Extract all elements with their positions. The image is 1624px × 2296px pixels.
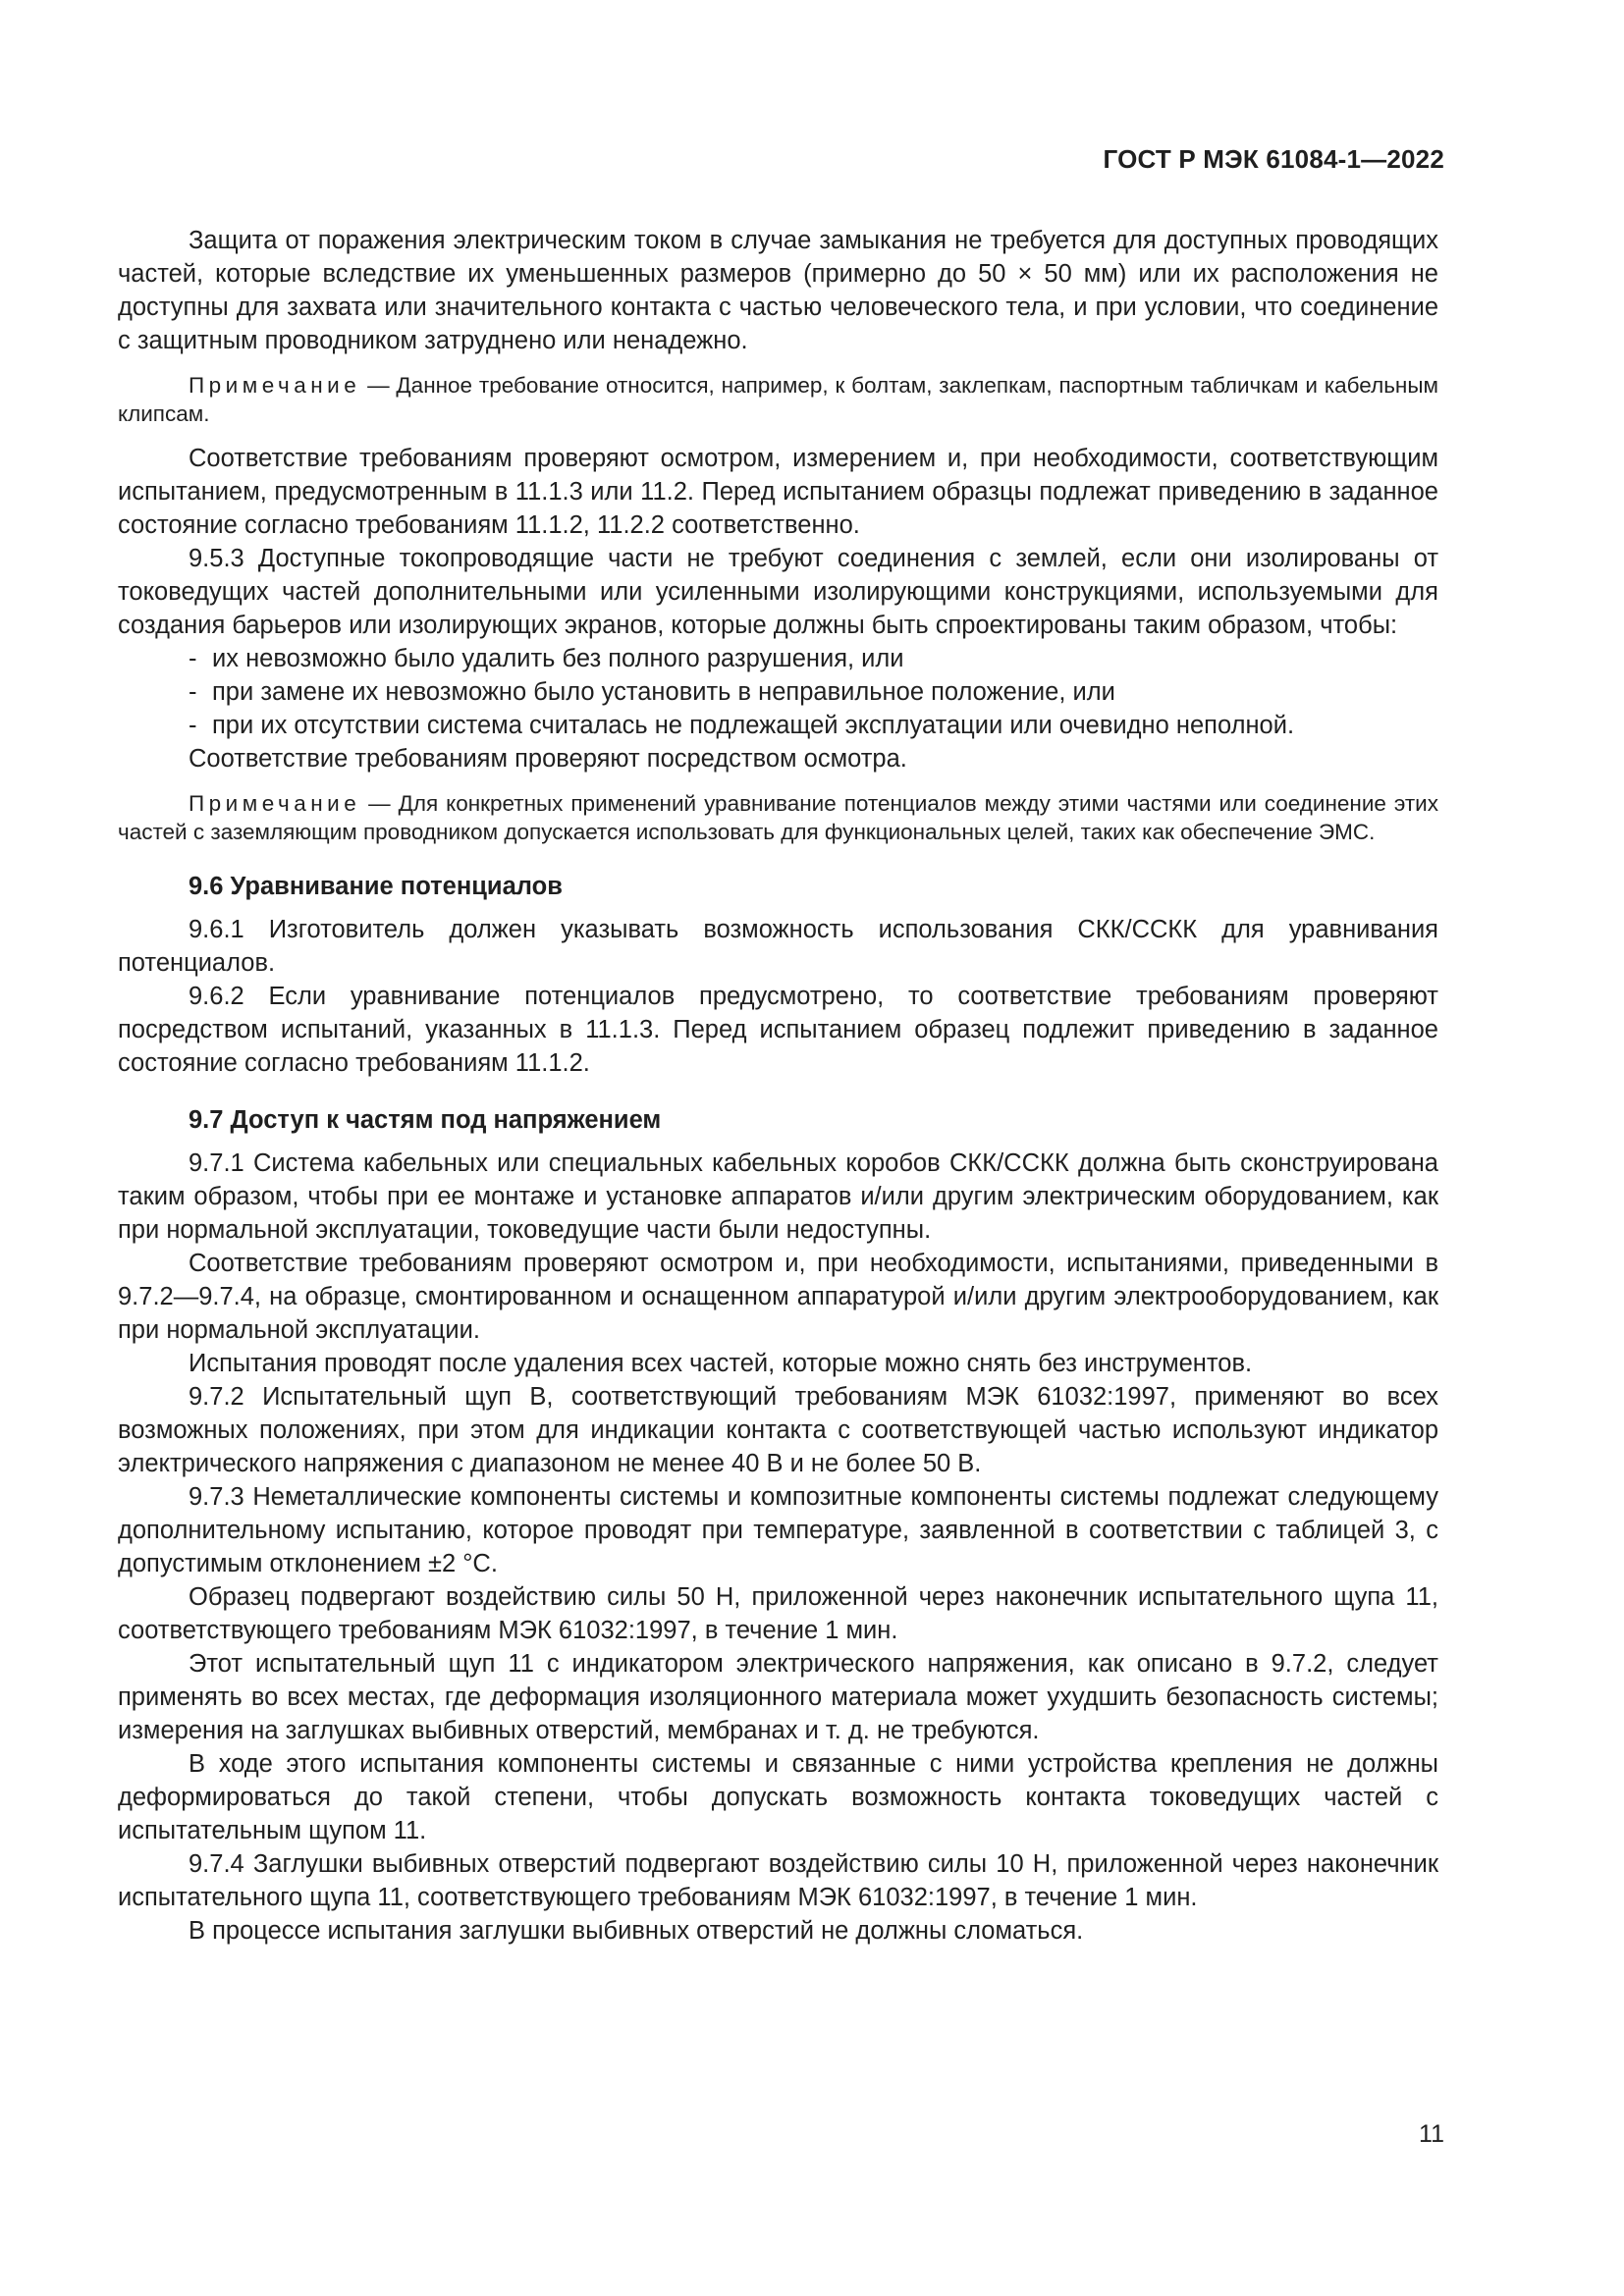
list-item <box>118 675 1438 709</box>
paragraph: Защита от поражения электрическим током в случае замыкания не требуется для доступных проводящих частей, которые вследствие их уменьшенных размеров (примерно до 50 × 50 мм) или их расположения не доступны для захвата или значительного контакта с частью человеческого тела, и при условии, что соединение с защитным проводником затруднено или ненадежно. <box>118 227 1438 354</box>
list-item-text: при замене их невозможно было установить в неправильное положение, или <box>212 678 1115 706</box>
paragraph: 9.7.3 Неметаллические компоненты системы и композитные компоненты системы подлежат следующему дополнительному испытанию, которое проводят при температуре, заявленной в соответствии с таблицей 3, с допустимым отклонением ±2 °С. <box>118 1483 1438 1577</box>
paragraph: Соответствие требованиям проверяют посредством осмотра. <box>189 745 907 773</box>
list-item <box>118 642 1438 675</box>
note-text: — Данное требование относится, например, к болтам, заклепкам, паспортным табличкам и кабельным клипсам. <box>118 373 1438 426</box>
paragraph: Этот испытательный щуп 11 с индикатором электрического напряжения, как описано в 9.7.2, следует применять во всех местах, где деформация изоляционного материала может ухудшить безопасность системы; измерения на заглушках выбивных отверстий, мембранах и т. д. не требуются. <box>118 1650 1438 1744</box>
note-label: Примечание <box>189 373 361 398</box>
paragraph: В ходе этого испытания компоненты системы и связанные с ними устройства крепления не должны деформироваться до такой степени, чтобы допускать возможность контакта токоведущих частей с испытательным щупом 11. <box>118 1750 1438 1844</box>
paragraph: 9.7.2 Испытательный щуп В, соответствующий требованиям МЭК 61032:1997, применяют во всех возможных положениях, при этом для индикации контакта с соответствующей частью используют индикатор электрического напряжения с диапазоном не менее 40 В и не более 50 В. <box>118 1383 1438 1477</box>
paragraph: 9.7.1 Система кабельных или специальных кабельных коробов СКК/ССКК должна быть сконструирована таким образом, чтобы при ее монтаже и установке аппаратов и/или другим электрическим оборудованием, как при нормальной эксплуатации, токоведущие части были недоступны. <box>118 1149 1438 1244</box>
list-dash: - <box>189 712 197 739</box>
paragraph: В процессе испытания заглушки выбивных отверстий не должны сломаться. <box>189 1917 1084 1945</box>
document-body <box>118 224 1438 1948</box>
paragraph: 9.5.3 Доступные токопроводящие части не требуют соединения с землей, если они изолированы от токоведущих частей дополнительными или усиленными изолирующими конструкциями, используемыми для создания барьеров или изолирующих экранов, которые должны быть спроектированы таким образом, чтобы: <box>118 545 1438 639</box>
bullet-list <box>118 642 1438 742</box>
paragraph: 9.6.2 Если уравнивание потенциалов предусмотрено, то соответствие требованиям проверяют посредством испытаний, указанных в 11.1.3. Перед испытанием образец подлежит приведению в заданное состояние согласно требованиям 11.1.2. <box>118 983 1438 1077</box>
list-dash: - <box>189 678 197 706</box>
section-heading-9-6: 9.6 Уравнивание потенциалов <box>189 873 563 900</box>
paragraph: Испытания проводят после удаления всех частей, которые можно снять без инструментов. <box>189 1350 1253 1377</box>
note-text: — Для конкретных применений уравнивание потенциалов между этими частями или соединение этих частей с заземляющим проводником допускается использовать для функциональных целей, таких как обеспечение ЭМС. <box>118 791 1438 844</box>
document-header: ГОСТ Р МЭК 61084-1—2022 <box>1103 144 1444 174</box>
list-item-text: при их отсутствии система считалась не подлежащей эксплуатации или очевидно неполной. <box>212 712 1295 739</box>
list-dash: - <box>189 645 197 672</box>
note <box>118 371 1438 428</box>
note <box>118 789 1438 846</box>
list-item-text: их невозможно было удалить без полного разрушения, или <box>212 645 904 672</box>
list-item <box>118 709 1438 742</box>
paragraph: Образец подвергают воздействию силы 50 Н, приложенной через наконечник испытательного щупа 11, соответствующего требованиям МЭК 61032:1997, в течение 1 мин. <box>118 1583 1438 1644</box>
section-heading-9-7: 9.7 Доступ к частям под напряжением <box>189 1106 662 1134</box>
paragraph: 9.7.4 Заглушки выбивных отверстий подвергают воздействию силы 10 Н, приложенной через наконечник испытательного щупа 11, соответствующего требованиям МЭК 61032:1997, в течение 1 мин. <box>118 1850 1438 1911</box>
paragraph: Соответствие требованиям проверяют осмотром и, при необходимости, испытаниями, приведенными в 9.7.2—9.7.4, на образце, смонтированном и оснащенном аппаратурой и/или другим электрооборудованием, как при нормальной эксплуатации. <box>118 1250 1438 1344</box>
page-number: 11 <box>1419 2120 1444 2148</box>
paragraph: 9.6.1 Изготовитель должен указывать возможность использования СКК/ССКК для уравнивания потенциалов. <box>118 916 1438 977</box>
paragraph: Соответствие требованиям проверяют осмотром, измерением и, при необходимости, соответствующим испытанием, предусмотренным в 11.1.3 или 11.2. Перед испытанием образцы подлежат приведению в заданное состояние согласно требованиям 11.1.2, 11.2.2 соответственно. <box>118 445 1438 539</box>
note-label: Примечание <box>189 791 361 816</box>
